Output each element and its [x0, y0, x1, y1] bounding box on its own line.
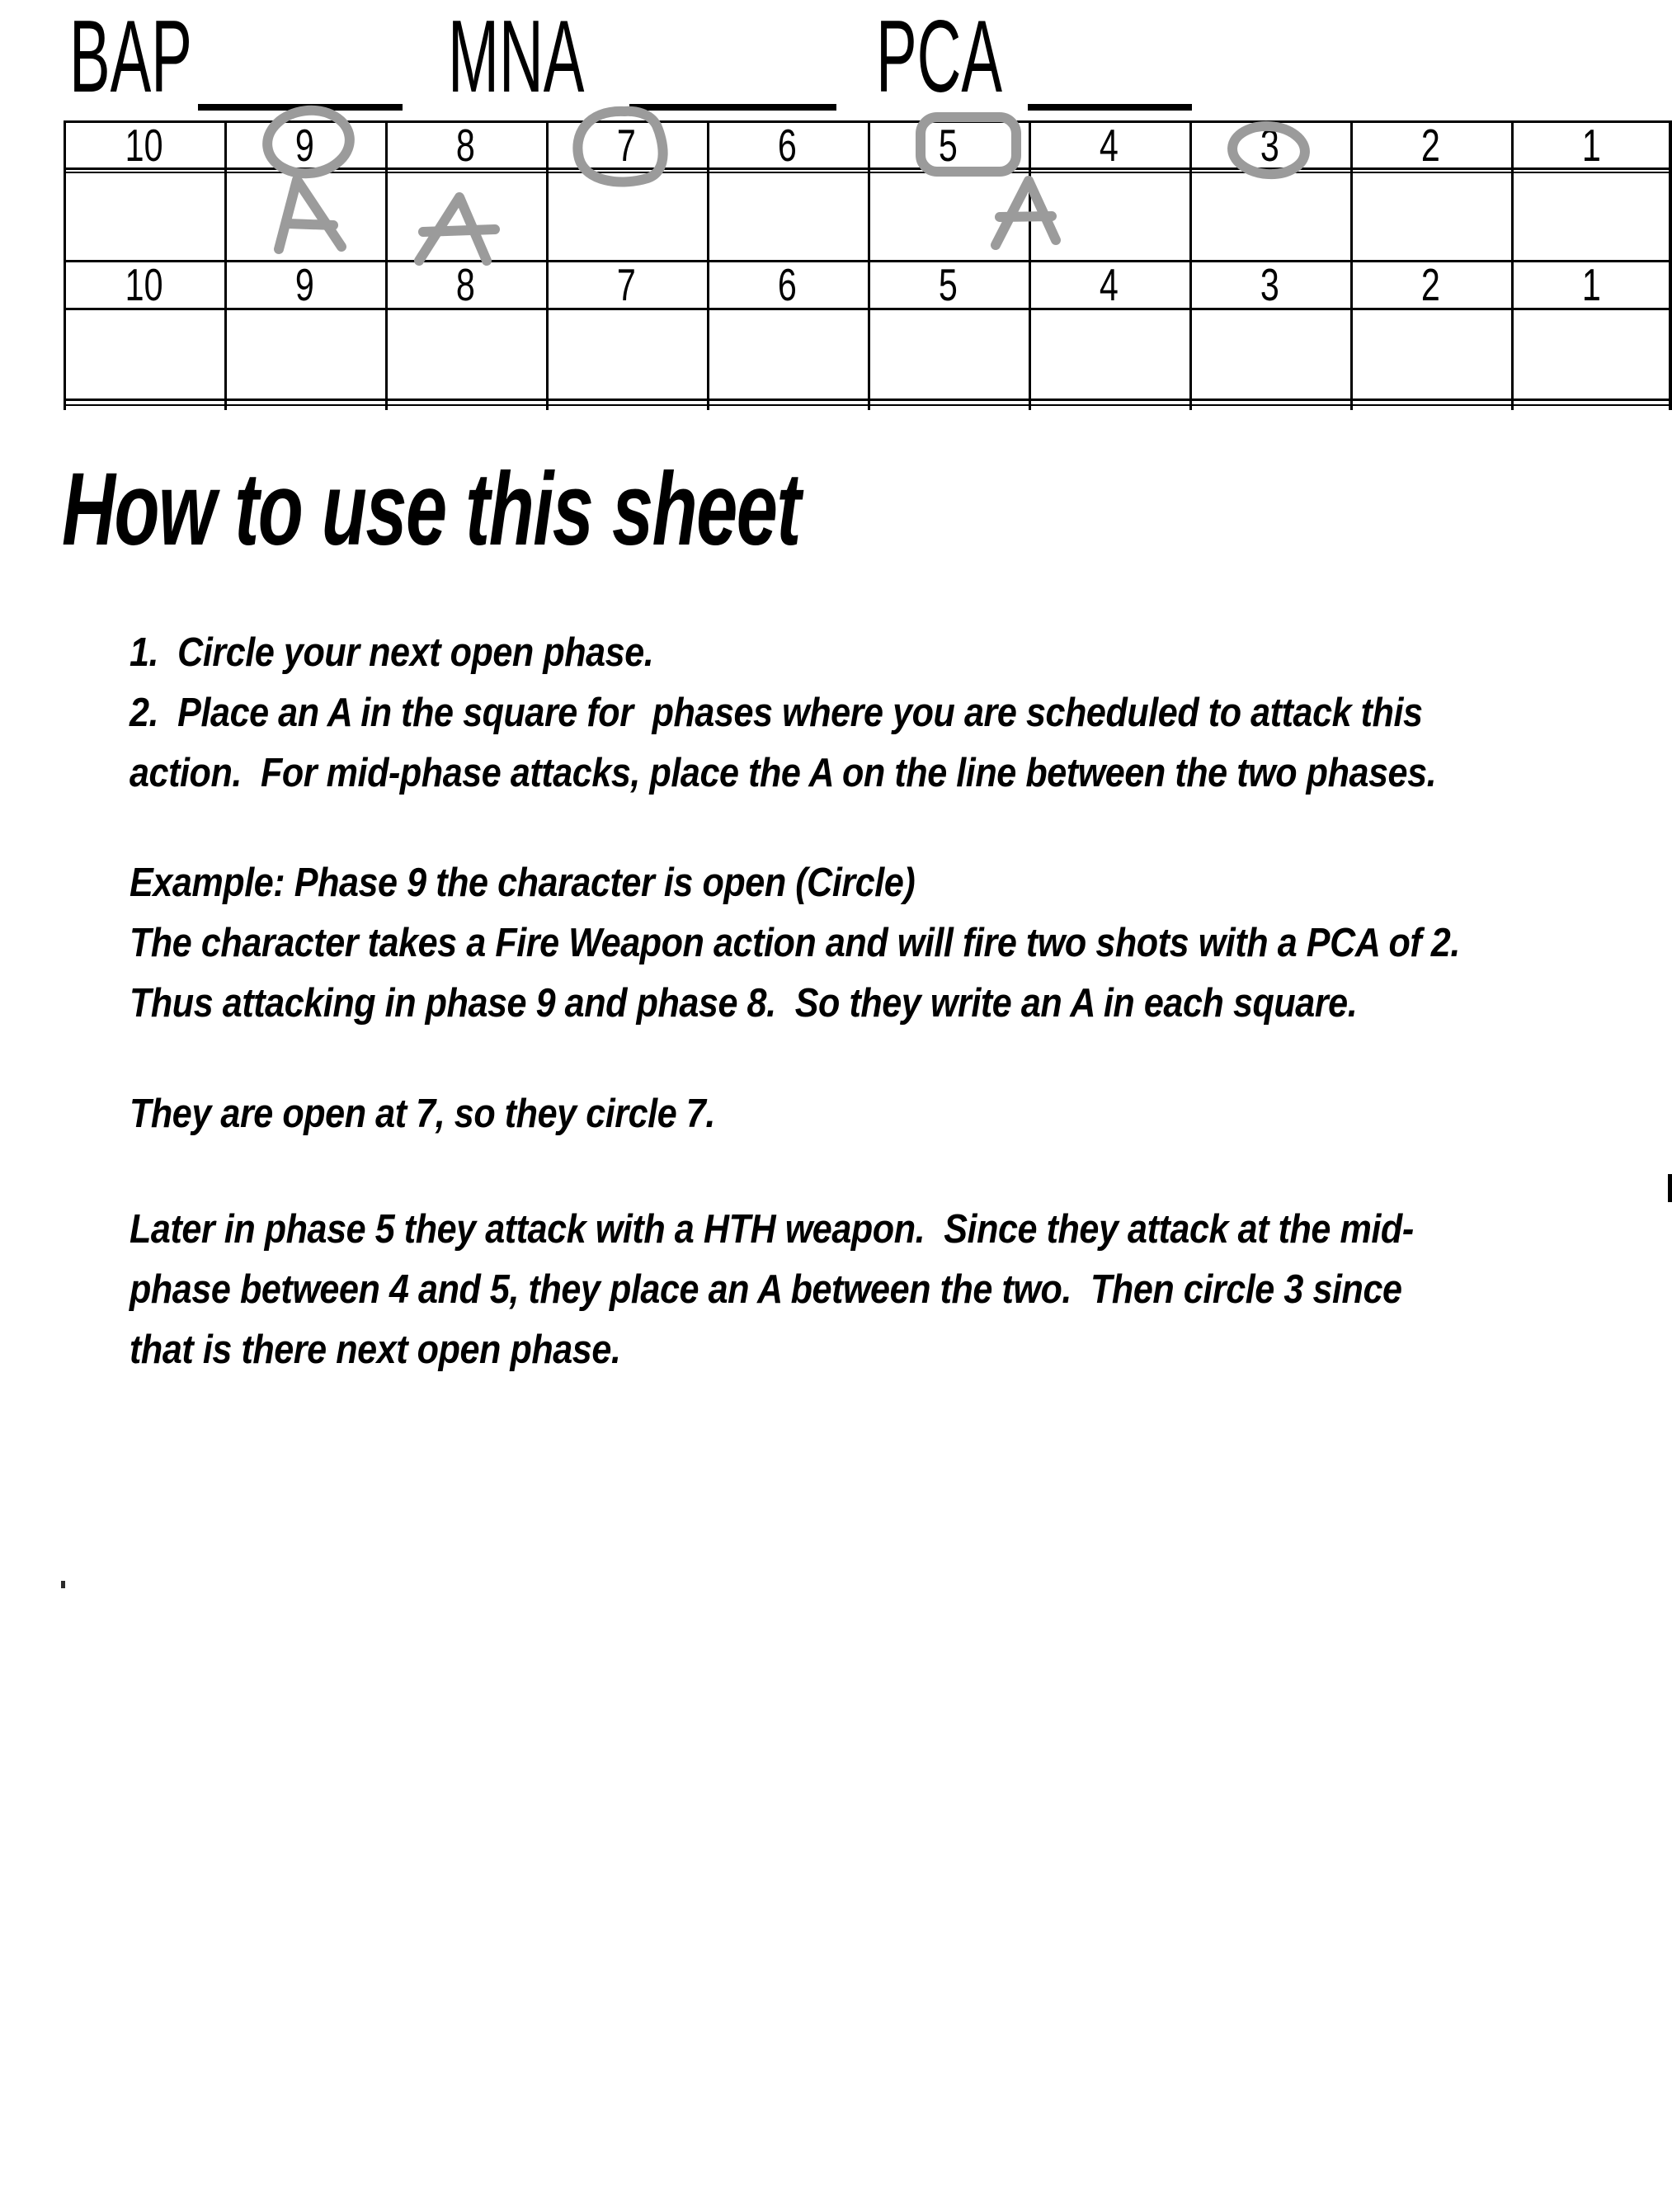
pca-blank-line — [1028, 104, 1192, 111]
section-title: How to use this sheet — [62, 452, 800, 567]
phase-cell: 2 — [1421, 120, 1440, 171]
text-line: Example: Phase 9 the character is open (Circle) — [130, 861, 916, 905]
phase-cell: 9 — [295, 120, 314, 171]
phase-cell: 7 — [617, 120, 636, 171]
phase-cell: 3 — [1260, 120, 1279, 171]
attack-mark-a-phase-5-4-line — [996, 181, 1056, 245]
paragraph-open-at-7 — [130, 1084, 715, 1144]
text-line: Later in phase 5 they attack with a HTH weapon. Since they attack at the mid- — [130, 1207, 1414, 1252]
phase-cell: 8 — [456, 259, 475, 310]
phase-cell: 1 — [1582, 259, 1601, 310]
stray-dot-mark — [61, 1581, 65, 1588]
phase-cell: 8 — [456, 120, 475, 171]
mna-label: MNA — [448, 0, 585, 114]
attack-mark-a-phase-8 — [419, 197, 495, 261]
text-line: phase between 4 and 5, they place an A between the two. Then circle 3 since — [130, 1267, 1402, 1312]
text-line: They are open at 7, so they circle 7. — [130, 1092, 715, 1136]
phase-cell: 5 — [939, 120, 958, 171]
text-line: The character takes a Fire Weapon action and will fire two shots with a PCA of 2. — [130, 921, 1460, 965]
phase-cell: 6 — [778, 120, 797, 171]
phase-cell: 9 — [295, 259, 314, 310]
phase-cell: 7 — [617, 259, 636, 310]
phase-header-row-2 — [64, 259, 1672, 310]
paragraph-example — [130, 853, 1460, 1034]
bap-blank-line — [198, 104, 403, 111]
text-line: Thus attacking in phase 9 and phase 8. So they write an A in each square. — [130, 981, 1358, 1026]
bap-label: BAP — [69, 0, 192, 114]
phase-cell: 1 — [1582, 120, 1601, 171]
phase-cell: 3 — [1260, 259, 1279, 310]
phase-cell: 4 — [1100, 120, 1119, 171]
pca-label: PCA — [876, 0, 1002, 114]
phase-cell: 2 — [1421, 259, 1440, 310]
text-line: action. For mid-phase attacks, place the A on the line between the two phases. — [130, 751, 1437, 795]
phase-cell: 6 — [778, 259, 797, 310]
paragraph-later-phase-5 — [130, 1200, 1414, 1380]
phase-cell: 10 — [125, 120, 163, 171]
attack-mark-a-phase-9 — [279, 180, 341, 249]
mna-blank-line — [629, 104, 836, 111]
phase-cell: 4 — [1100, 259, 1119, 310]
phase-header-row-1 — [64, 120, 1672, 171]
text-line: that is there next open phase. — [130, 1328, 621, 1372]
handwritten-annotations — [0, 0, 1672, 462]
right-edge-mark — [1668, 1174, 1672, 1202]
text-line: 2. Place an A in the square for phases where you are scheduled to attack this — [130, 691, 1423, 735]
phase-cell: 10 — [125, 259, 163, 310]
phase-cell: 5 — [939, 259, 958, 310]
paragraph-steps — [130, 623, 1436, 804]
text-line: 1. Circle your next open phase. — [130, 630, 654, 675]
